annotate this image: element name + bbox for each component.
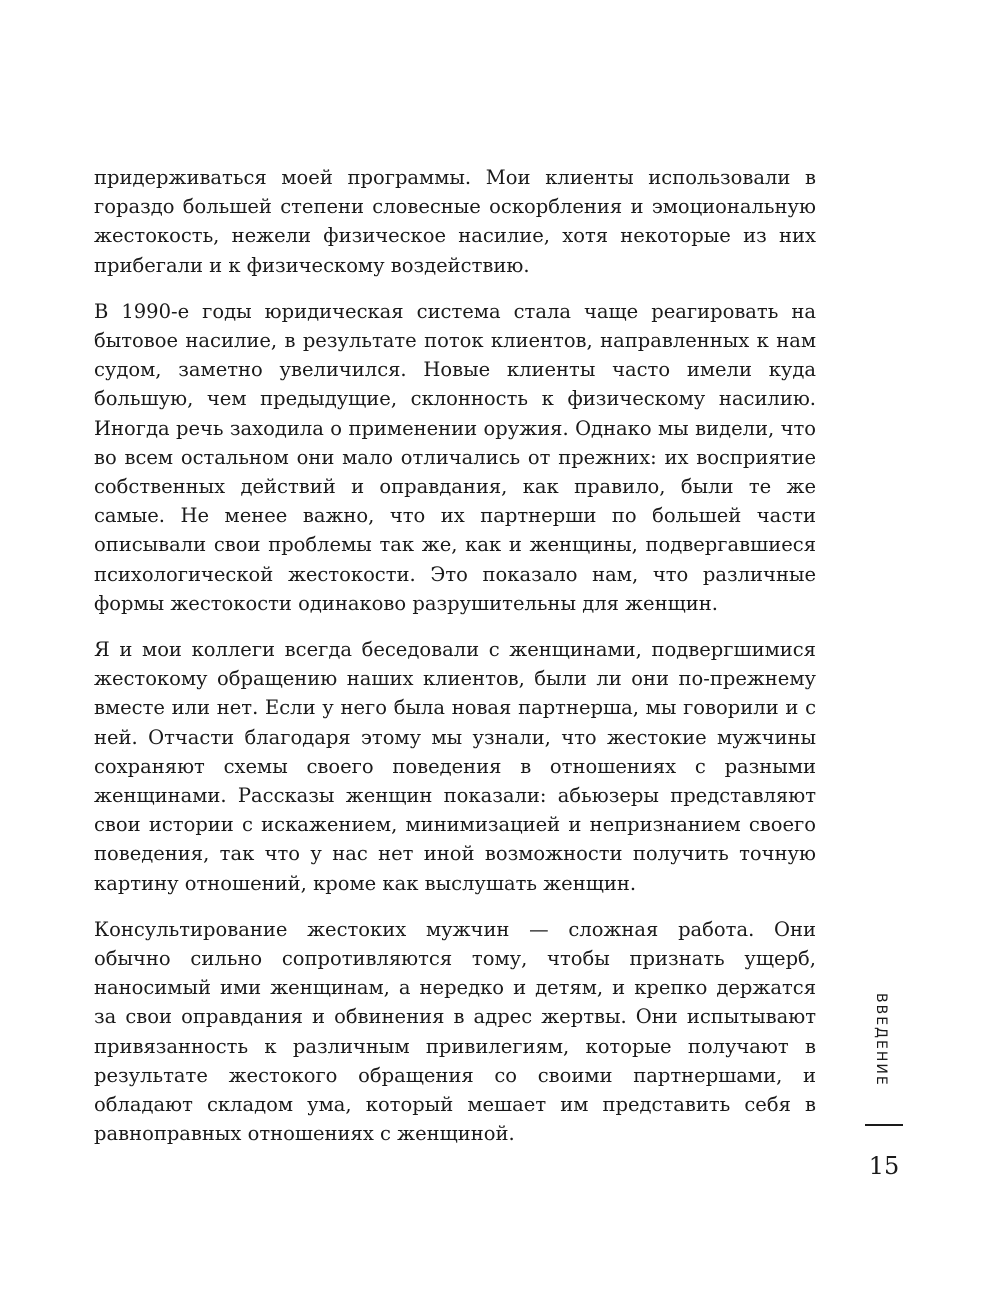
paragraph: Я и мои коллеги всегда беседовали с женщинами, подвергшимися жестокому обращению наших клиентов, были ли они по-прежнему вместе или нет. Если у него была новая партнерша, мы говорили и с ней. Отчасти благодаря этому мы узнали, что жестокие мужчины сохраняют схемы своего поведения в отношениях с разными женщинами. Рассказы женщин показали: абьюзеры представляют свои истории с искажением, минимизацией и непризнанием своего поведения, так что у нас нет иной возможности получить точную картину отношений, кроме как выслушать женщин.	[94, 638, 816, 895]
running-head	[873, 993, 899, 1103]
folio-divider	[865, 1124, 903, 1126]
body-text	[94, 163, 816, 1166]
page-number: 15	[868, 1152, 900, 1180]
paragraph: придерживаться моей программы. Мои клиенты использовали в гораздо большей степени словесные оскорбления и эмоциональную жестокость, нежели физическое насилие, хотя некоторые из них прибегали и к физическому воздействию.	[94, 166, 816, 277]
paragraph: Консультирование жестоких мужчин — сложная работа. Они обычно сильно сопротивляются тому, чтобы признать ущерб, наносимый ими женщинам, а нередко и детям, и крепко держатся за свои оправдания и обвинения в адрес жертвы. Они испытывают привязанность к различным привилегиям, которые получают в результате жестокого обращения со своими партнершами, и обладают складом ума, который мешает им представить себя в равноправных отношениях с женщиной.	[94, 917, 816, 1146]
paragraph: В 1990-е годы юридическая система стала чаще реагировать на бытовое насилие, в результате поток клиентов, направленных к нам судом, заметно увеличился. Новые клиенты часто имели куда большую, чем предыдущие, склонность к физическому насилию. Иногда речь заходила о применении оружия. Однако мы видели, что во всем остальном они мало отличались от прежних: их восприятие собственных действий и оправдания, как правило, были те же самые. Не менее важно, что их партнерши по большей части описывали свои проблемы так же, как и женщины, подвергавшиеся психологической жестокости. Это показало нам, что различные формы жестокости одинаково разрушительны для женщин.	[94, 299, 816, 615]
section-title: ВВЕДЕНИЕ	[873, 993, 889, 1087]
